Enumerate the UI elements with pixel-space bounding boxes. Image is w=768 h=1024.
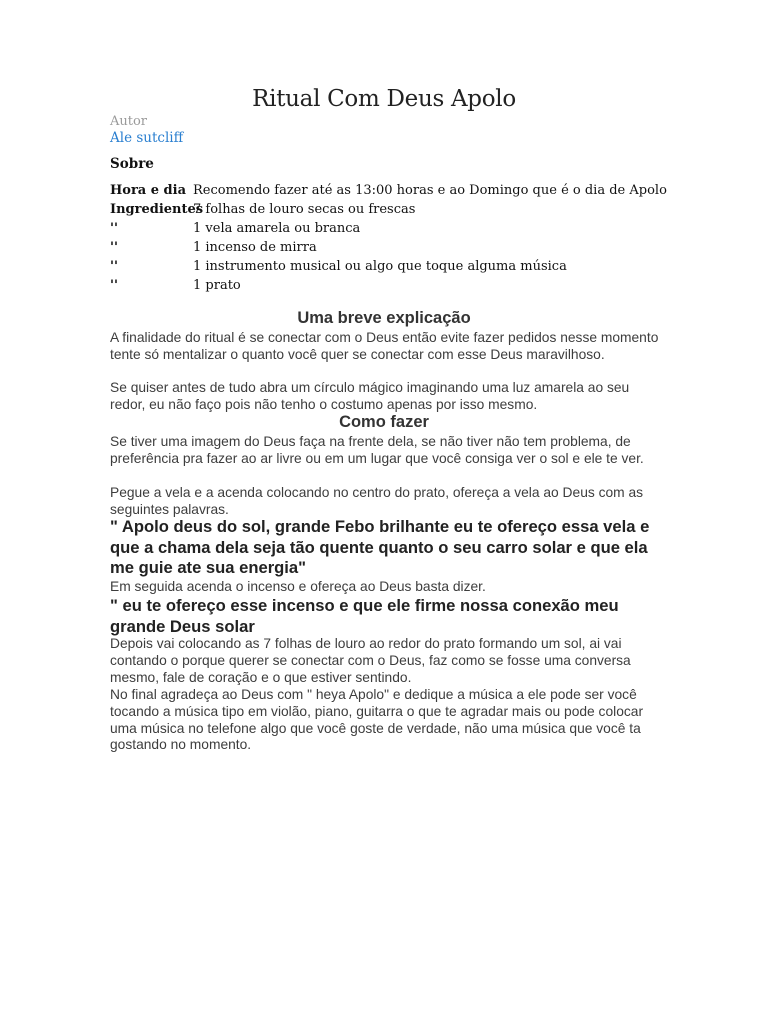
spec-value: 1 prato	[193, 278, 241, 293]
spec-value: 1 vela amarela ou branca	[193, 221, 361, 236]
spec-row	[110, 219, 670, 238]
ritual-spec-table	[110, 181, 670, 295]
author-link[interactable]: Ale sutcliff	[110, 130, 184, 146]
spec-key: ''	[110, 240, 118, 255]
spec-row	[110, 200, 670, 219]
paragraph-purpose: A finalidade do ritual é se conectar com o Deus então evite fazer pedidos nesse momento tente só mentalizar o quanto você quer se conectar com esse Deus maravilhoso.	[110, 330, 659, 362]
spec-key: ''	[110, 259, 118, 274]
spec-row	[110, 238, 670, 257]
spec-value: Recomendo fazer até as 13:00 horas e ao Domingo que é o dia de Apolo	[193, 183, 667, 198]
heading-explanation: Uma breve explicação	[297, 309, 471, 327]
paragraph-laurel: Depois vai colocando as 7 folhas de louro ao redor do prato formando um sol, ai vai contando o porque querer se conectar com o Deus, faz como se fosse uma conversa mesmo, fale de coração e o que estiver sentindo.	[110, 636, 631, 685]
spec-key: ''	[110, 278, 118, 293]
spec-key: ''	[110, 221, 118, 236]
paragraph-image: Se tiver uma imagem do Deus faça na frente dela, se não tiver não tem problema, de preferência pra fazer ao ar livre ou em um lugar que você consiga ver o sol e ele te ver.	[110, 434, 644, 466]
spec-value: 1 instrumento musical ou algo que toque alguma música	[193, 259, 567, 274]
about-heading: Sobre	[110, 156, 154, 172]
quote-candle-offering: " Apolo deus do sol, grande Febo brilhante eu te ofereço essa vela e que a chama dela seja tão quente quanto o seu carro solar e que ela me guie ate sua energia"	[110, 517, 650, 577]
paragraph-incense: Em seguida acenda o incenso e ofereça ao Deus basta dizer.	[110, 579, 486, 594]
spec-value: 1 incenso de mirra	[193, 240, 317, 255]
spec-key: Ingredientes	[110, 202, 204, 217]
spec-key: Hora e dia	[110, 183, 187, 198]
paragraph-magic-circle: Se quiser antes de tudo abra um círculo mágico imaginando uma luz amarela ao seu redor, eu não faço pois não tenho o costumo apenas por isso mesmo.	[110, 380, 630, 412]
paragraph-music: No final agradeça ao Deus com " heya Apolo" e dedique a música a ele pode ser você tocando a música tipo em violão, piano, guitarra o que te agradar mais ou pode colocar uma música no telefone algo que você goste de verdade, não uma música que você ta gostando no momento.	[110, 687, 644, 753]
heading-how-to: Como fazer	[339, 413, 429, 431]
spec-value: 7 folhas de louro secas ou frescas	[193, 202, 416, 217]
spec-row	[110, 276, 670, 295]
spec-row	[110, 181, 670, 200]
paragraph-candle: Pegue a vela e a acenda colocando no centro do prato, ofereça a vela ao Deus com as seguintes palavras.	[110, 485, 644, 517]
spec-row	[110, 257, 670, 276]
quote-incense-offering: " eu te ofereço esse incenso e que ele firme nossa conexão meu grande Deus solar	[110, 596, 619, 636]
document-title: Ritual Com Deus Apolo	[252, 86, 516, 112]
author-label: Autor	[110, 114, 148, 129]
